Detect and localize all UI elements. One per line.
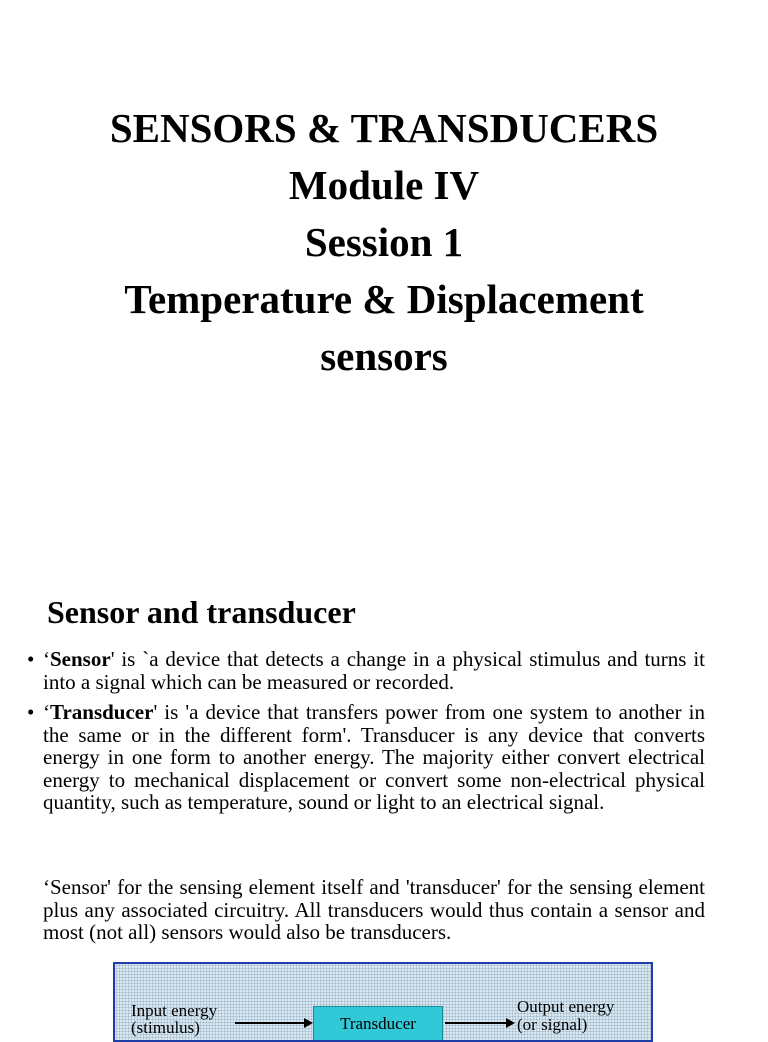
title-line-topic-cont: sensors	[320, 333, 448, 379]
bullet-marker: •	[27, 647, 35, 671]
slide-title	[0, 100, 768, 385]
title-line-course: SENSORS & TRANSDUCERS	[109, 105, 659, 151]
bullet-list	[27, 648, 705, 822]
output-arrow-head	[506, 1018, 515, 1028]
input-energy-sub: (stimulus)	[131, 1018, 200, 1037]
output-energy-sub: (or signal)	[517, 1015, 588, 1034]
sensor-definition: ' is `a device that detects a change in a physical stimulus and turns it into a signal which can be measured or recorded.	[43, 647, 705, 694]
transducer-definition: ' is 'a device that transfers power from one system to another in the same or in the different form'. Transducer is any device that converts energy in one form to another energy. The majority either convert electrical energy to mechanical displacement or convert some non-electrical physical quantity, such as temperature, sound or light to an electrical signal.	[43, 700, 705, 814]
section-heading: Sensor and transducer	[47, 594, 356, 630]
term-transducer: Transducer	[50, 700, 154, 724]
summary-paragraph: ‘Sensor' for the sensing element itself and 'transducer' for the sensing element plus any associated circuitry. All transducers would thus contain a sensor and most (not all) sensors would also be transducers.	[43, 875, 705, 944]
bullet-marker: •	[27, 700, 35, 724]
input-energy-label: Input energy	[131, 1001, 218, 1020]
title-line-session: Session 1	[304, 219, 464, 265]
output-energy-label: Output energy	[517, 997, 615, 1016]
open-quote: ‘	[43, 647, 50, 671]
title-line-module: Module IV	[288, 162, 480, 208]
term-sensor: Sensor	[50, 647, 111, 671]
bullet-sensor	[27, 648, 705, 693]
bullet-transducer	[27, 701, 705, 814]
transducer-diagram	[113, 962, 653, 1042]
title-line-topic: Temperature & Displacement	[124, 276, 644, 322]
transducer-box: Transducer	[313, 1006, 443, 1042]
input-arrow-head	[304, 1018, 313, 1028]
open-quote: ‘	[43, 700, 50, 724]
